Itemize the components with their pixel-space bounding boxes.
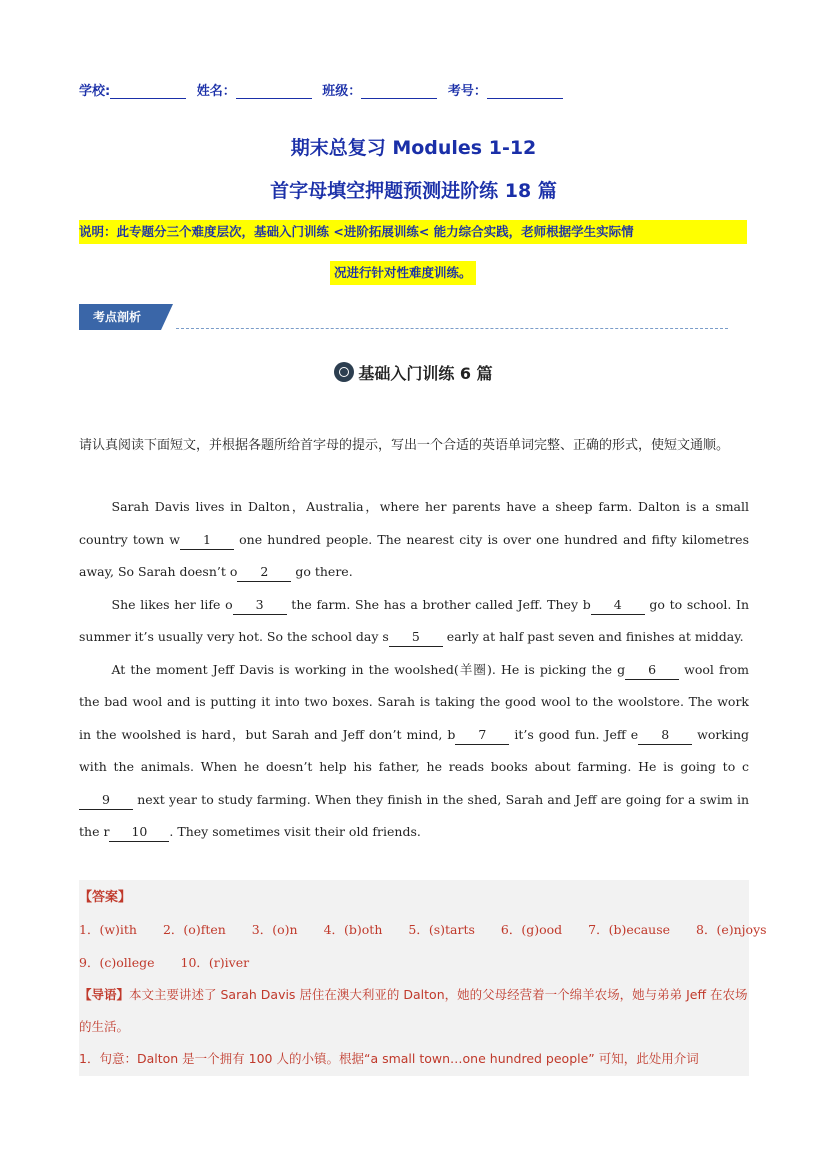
- answer-item: 6．(g)ood: [500, 922, 563, 937]
- difficulty-note-line1: 说明：此专题分三个难度层次，基础入门训练 <进阶拓展训练< 能力综合实践，老师根据学生实际情: [79, 220, 747, 244]
- passage-text: it’s good fun. Jeff e: [509, 726, 639, 742]
- blank-2: 2: [237, 563, 291, 582]
- circle-badge-icon: [334, 362, 354, 382]
- passage-text: next year to study farming. When they finish in the shed, Sarah and Jeff are going for a swim in the r: [79, 791, 749, 839]
- answer-item: 3．(o)n: [251, 922, 298, 937]
- answer-item: 1．(w)ith: [79, 922, 137, 937]
- page-subtitle: 首字母填空押题预测进阶练 18 篇: [270, 180, 557, 202]
- answer-item: 5．(s)tarts: [408, 922, 475, 937]
- answer-guide: [79, 979, 749, 1043]
- passage-paragraph-3: [79, 654, 749, 849]
- student-info-line: [79, 80, 563, 99]
- blank-9: 9: [79, 791, 133, 810]
- passage-paragraph-1: [79, 491, 749, 589]
- passage-text: early at half past seven and finishes at midday.: [442, 629, 744, 644]
- passage-paragraph-2: [79, 589, 749, 654]
- name-blank: [236, 84, 312, 99]
- instructions: 请认真阅读下面短文，并根据各题所给首字母的提示，写出一个合适的英语单词完整、正确的形式，使短文通顺。: [79, 438, 730, 453]
- answer-section: [79, 880, 767, 1076]
- answer-row-1: [79, 920, 767, 938]
- passage-text: go there.: [291, 564, 353, 579]
- section-tab-arrow: [161, 304, 173, 330]
- passage-text: the farm. She has a brother called Jeff. They b: [286, 596, 591, 612]
- passage-text: go to school. In summer it’s usually very hot. So the school day s: [79, 596, 750, 644]
- subheading-text: 基础入门训练 6 篇: [358, 364, 493, 383]
- page-title: 期末总复习 Modules 1-12: [290, 137, 537, 159]
- answer-explanation-1: 1．句意：Dalton 是一个拥有 100 人的小镇。根据“a small town…one hundred people” 可知，此处用介词: [79, 1051, 699, 1066]
- answer-item: 10．(r)iver: [180, 955, 250, 970]
- answer-item: 4．(b)oth: [323, 922, 383, 937]
- passage-text: Sarah Davis lives in Dalton，Australia，where her parents have a sheep farm. Dalton is a small country town w: [79, 499, 749, 547]
- blank-5: 5: [389, 628, 443, 647]
- school-label: 学校:: [79, 84, 111, 99]
- passage-text: one hundred people. The nearest city is over one hundred and fifty kilometres away, So Sarah doesn’t o: [79, 531, 749, 579]
- blank-6: 6: [625, 661, 679, 680]
- blank-8: 8: [638, 726, 692, 745]
- passage-text: working with the animals. When he doesn’t help his father, he reads books about farming. He is going to c: [79, 726, 749, 774]
- class-blank: [361, 84, 437, 99]
- section-tab: 考点剖析: [79, 304, 161, 330]
- school-blank: [110, 84, 186, 99]
- passage-text: She likes her life o: [111, 596, 233, 612]
- blank-7: 7: [455, 726, 509, 745]
- exam-number-blank: [487, 84, 563, 99]
- blank-10: 10: [109, 823, 169, 842]
- answer-item: 2．(o)ften: [162, 922, 226, 937]
- section-divider: [176, 328, 728, 329]
- reading-passage: [79, 491, 749, 849]
- passage-text: At the moment Jeff Davis is working in the woolshed(羊圈). He is picking the g: [111, 661, 626, 677]
- blank-1: 1: [180, 531, 234, 550]
- answer-row-2: [79, 953, 271, 971]
- class-label: 班级：: [322, 84, 362, 99]
- blank-4: 4: [591, 596, 645, 615]
- answer-title: 【答案】: [79, 890, 132, 905]
- name-label: 姓名：: [196, 84, 236, 99]
- passage-text: . They sometimes visit their old friends.: [169, 824, 421, 839]
- exam-number-label: 考号：: [447, 84, 487, 99]
- answer-item: 9．(c)ollege: [79, 955, 155, 970]
- answer-item: 8．(e)njoys: [696, 922, 767, 937]
- section-subheading: [0, 361, 827, 384]
- difficulty-note-line2: 况进行针对性难度训练。: [330, 261, 476, 285]
- answer-item: 7．(b)ecause: [588, 922, 671, 937]
- blank-3: 3: [233, 596, 287, 615]
- guide-label: 【导语】: [79, 987, 130, 1002]
- guide-text: 本文主要讲述了 Sarah Davis 居住在澳大利亚的 Dalton，她的父母经营着一个绵羊农场，她与弟弟 Jeff 在农场的生活。: [79, 987, 748, 1034]
- passage-text: wool from the bad wool and is putting it into two boxes. Sarah is taking the good wool to the woolstore. The work in the woolshed is hard，but Sarah and Jeff don’t mind, b: [79, 661, 749, 742]
